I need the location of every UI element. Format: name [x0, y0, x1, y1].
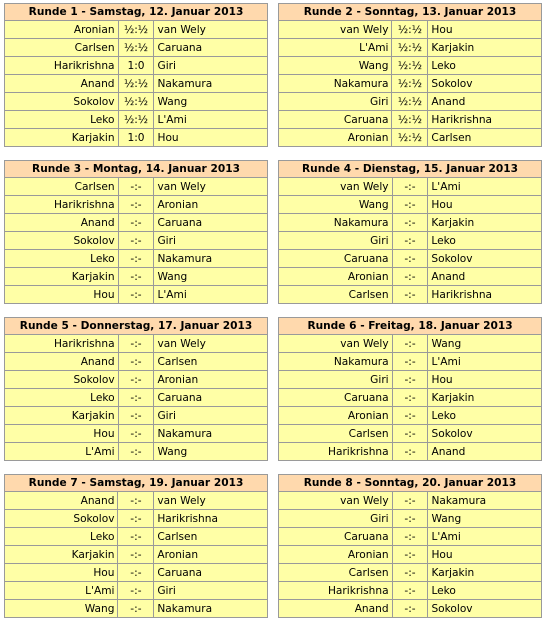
- white-player: Aronian: [279, 546, 393, 564]
- black-player: Giri: [154, 407, 268, 425]
- result: -:-: [118, 353, 154, 371]
- black-player: Hou: [154, 129, 268, 147]
- white-player: L'Ami: [5, 443, 119, 461]
- white-player: Hou: [5, 564, 118, 582]
- black-player: Karjakin: [428, 214, 542, 232]
- result: -:-: [392, 353, 428, 371]
- white-player: Wang: [279, 57, 392, 75]
- black-player: L'Ami: [154, 111, 268, 129]
- white-player: Carlsen: [279, 425, 393, 443]
- result: -:-: [392, 407, 428, 425]
- white-player: Aronian: [5, 21, 119, 39]
- black-player: Hou: [428, 196, 542, 214]
- black-player: van Wely: [154, 492, 268, 510]
- white-player: van Wely: [279, 21, 392, 39]
- black-player: Carlsen: [428, 129, 542, 147]
- black-player: Giri: [154, 582, 268, 600]
- result: ½:½: [392, 21, 428, 39]
- result: -:-: [118, 250, 154, 268]
- game-row: [279, 286, 542, 304]
- game-row: [279, 335, 542, 353]
- white-player: Harikrishna: [5, 196, 119, 214]
- game-row: [279, 57, 542, 75]
- black-player: L'Ami: [428, 528, 542, 546]
- game-row: [5, 492, 268, 510]
- black-player: Nakamura: [154, 250, 268, 268]
- result: -:-: [118, 196, 154, 214]
- white-player: Karjakin: [5, 129, 119, 147]
- round-table-6: [278, 317, 542, 461]
- white-player: van Wely: [279, 492, 393, 510]
- round-title: Runde 7 - Samstag, 19. Januar 2013: [5, 475, 268, 492]
- round-table-4: [278, 160, 542, 304]
- white-player: Leko: [5, 111, 119, 129]
- game-row: [5, 196, 268, 214]
- white-player: Karjakin: [5, 268, 119, 286]
- white-player: Leko: [5, 250, 119, 268]
- round-table-2: [278, 3, 542, 147]
- game-row: [279, 214, 542, 232]
- result: -:-: [118, 286, 154, 304]
- white-player: Karjakin: [5, 546, 118, 564]
- game-row: [5, 111, 268, 129]
- black-player: Harikrishna: [154, 510, 268, 528]
- black-player: van Wely: [154, 178, 268, 196]
- result: -:-: [392, 600, 428, 618]
- result: ½:½: [118, 75, 154, 93]
- game-row: [5, 178, 268, 196]
- white-player: Sokolov: [5, 510, 118, 528]
- game-row: [5, 528, 268, 546]
- black-player: Aronian: [154, 371, 268, 389]
- result: -:-: [392, 250, 428, 268]
- black-player: Leko: [428, 232, 542, 250]
- result: -:-: [392, 335, 428, 353]
- black-player: Carlsen: [154, 528, 268, 546]
- black-player: Karjakin: [428, 39, 542, 57]
- black-player: Anand: [428, 93, 542, 111]
- game-row: [279, 39, 542, 57]
- result: -:-: [392, 425, 428, 443]
- black-player: Wang: [428, 335, 542, 353]
- game-row: [5, 129, 268, 147]
- white-player: Anand: [279, 600, 393, 618]
- game-row: [5, 250, 268, 268]
- result: ½:½: [392, 75, 428, 93]
- result: -:-: [118, 371, 154, 389]
- game-row: [5, 335, 268, 353]
- white-player: Aronian: [279, 268, 393, 286]
- round-title: Runde 5 - Donnerstag, 17. Januar 2013: [5, 318, 268, 335]
- game-row: [279, 178, 542, 196]
- result: -:-: [118, 178, 154, 196]
- game-row: [5, 443, 268, 461]
- white-player: Sokolov: [5, 232, 119, 250]
- black-player: Leko: [428, 57, 542, 75]
- white-player: L'Ami: [279, 39, 392, 57]
- game-row: [279, 425, 542, 443]
- result: ½:½: [392, 93, 428, 111]
- black-player: Giri: [154, 232, 268, 250]
- game-row: [279, 129, 542, 147]
- black-player: Karjakin: [428, 389, 542, 407]
- round-table-5: [4, 317, 268, 461]
- game-row: [279, 250, 542, 268]
- white-player: Hou: [5, 286, 119, 304]
- game-row: [279, 232, 542, 250]
- result: 1:0: [118, 57, 154, 75]
- white-player: Hou: [5, 425, 119, 443]
- black-player: Sokolov: [428, 600, 542, 618]
- white-player: Leko: [5, 389, 119, 407]
- result: -:-: [118, 425, 154, 443]
- round-table-8: [278, 474, 542, 618]
- white-player: van Wely: [279, 178, 393, 196]
- result: -:-: [392, 389, 428, 407]
- white-player: Aronian: [279, 129, 392, 147]
- result: -:-: [118, 546, 154, 564]
- game-row: [5, 564, 268, 582]
- result: -:-: [118, 268, 154, 286]
- result: ½:½: [118, 111, 154, 129]
- black-player: Harikrishna: [428, 286, 542, 304]
- game-row: [279, 196, 542, 214]
- round-title: Runde 3 - Montag, 14. Januar 2013: [5, 161, 268, 178]
- black-player: Aronian: [154, 546, 268, 564]
- black-player: L'Ami: [154, 286, 268, 304]
- white-player: Anand: [5, 214, 119, 232]
- game-row: [5, 75, 268, 93]
- game-row: [279, 268, 542, 286]
- game-row: [279, 353, 542, 371]
- game-row: [279, 510, 542, 528]
- black-player: Wang: [154, 93, 268, 111]
- black-player: Leko: [428, 582, 542, 600]
- black-player: L'Ami: [428, 178, 542, 196]
- game-row: [5, 21, 268, 39]
- black-player: Hou: [428, 546, 542, 564]
- game-row: [279, 407, 542, 425]
- white-player: Giri: [279, 232, 393, 250]
- game-row: [5, 57, 268, 75]
- result: -:-: [392, 492, 428, 510]
- result: -:-: [392, 510, 428, 528]
- result: -:-: [392, 564, 428, 582]
- white-player: Anand: [5, 353, 119, 371]
- result: -:-: [392, 178, 428, 196]
- white-player: Wang: [279, 196, 393, 214]
- black-player: Anand: [428, 443, 542, 461]
- result: -:-: [118, 389, 154, 407]
- result: -:-: [392, 443, 428, 461]
- white-player: Giri: [279, 371, 393, 389]
- black-player: Caruana: [154, 214, 268, 232]
- white-player: Aronian: [279, 407, 393, 425]
- result: -:-: [118, 600, 154, 618]
- white-player: Carlsen: [5, 39, 119, 57]
- round-title: Runde 8 - Sonntag, 20. Januar 2013: [279, 475, 542, 492]
- black-player: van Wely: [154, 21, 268, 39]
- game-row: [279, 21, 542, 39]
- black-player: Wang: [154, 443, 268, 461]
- white-player: Giri: [279, 93, 392, 111]
- game-row: [279, 564, 542, 582]
- black-player: Giri: [154, 57, 268, 75]
- white-player: Sokolov: [5, 93, 119, 111]
- game-row: [279, 546, 542, 564]
- game-row: [5, 600, 268, 618]
- black-player: Caruana: [154, 564, 268, 582]
- result: -:-: [118, 214, 154, 232]
- black-player: Aronian: [154, 196, 268, 214]
- black-player: van Wely: [154, 335, 268, 353]
- white-player: Caruana: [279, 250, 393, 268]
- white-player: Harikrishna: [5, 335, 119, 353]
- result: -:-: [118, 528, 154, 546]
- black-player: Nakamura: [154, 600, 268, 618]
- black-player: L'Ami: [428, 353, 542, 371]
- black-player: Carlsen: [154, 353, 268, 371]
- white-player: Wang: [5, 600, 118, 618]
- black-player: Karjakin: [428, 564, 542, 582]
- white-player: Sokolov: [5, 371, 119, 389]
- game-row: [5, 93, 268, 111]
- result: ½:½: [118, 39, 154, 57]
- game-row: [279, 75, 542, 93]
- white-player: Caruana: [279, 389, 393, 407]
- result: -:-: [118, 232, 154, 250]
- white-player: van Wely: [279, 335, 393, 353]
- game-row: [279, 111, 542, 129]
- round-table-7: [4, 474, 268, 618]
- result: -:-: [392, 582, 428, 600]
- game-row: [5, 39, 268, 57]
- game-row: [5, 582, 268, 600]
- result: ½:½: [392, 39, 428, 57]
- game-row: [279, 93, 542, 111]
- game-row: [5, 268, 268, 286]
- game-row: [5, 214, 268, 232]
- round-title: Runde 2 - Sonntag, 13. Januar 2013: [279, 4, 542, 21]
- black-player: Anand: [428, 268, 542, 286]
- result: ½:½: [392, 129, 428, 147]
- black-player: Harikrishna: [428, 111, 542, 129]
- game-row: [279, 582, 542, 600]
- game-row: [5, 546, 268, 564]
- game-row: [5, 232, 268, 250]
- result: -:-: [118, 510, 154, 528]
- result: -:-: [118, 492, 154, 510]
- result: -:-: [392, 268, 428, 286]
- result: -:-: [392, 232, 428, 250]
- game-row: [279, 389, 542, 407]
- game-row: [279, 528, 542, 546]
- white-player: Carlsen: [279, 286, 393, 304]
- result: -:-: [392, 528, 428, 546]
- game-row: [5, 407, 268, 425]
- black-player: Leko: [428, 407, 542, 425]
- round-title: Runde 1 - Samstag, 12. Januar 2013: [5, 4, 268, 21]
- result: 1:0: [118, 129, 154, 147]
- black-player: Sokolov: [428, 425, 542, 443]
- white-player: Anand: [5, 75, 119, 93]
- white-player: Anand: [5, 492, 118, 510]
- white-player: Caruana: [279, 111, 392, 129]
- black-player: Nakamura: [154, 425, 268, 443]
- result: -:-: [118, 443, 154, 461]
- round-table-1: [4, 3, 268, 147]
- round-title: Runde 4 - Dienstag, 15. Januar 2013: [279, 161, 542, 178]
- game-row: [279, 492, 542, 510]
- result: -:-: [118, 335, 154, 353]
- game-row: [279, 371, 542, 389]
- white-player: Harikrishna: [279, 443, 393, 461]
- result: -:-: [392, 371, 428, 389]
- white-player: Giri: [279, 510, 393, 528]
- black-player: Hou: [428, 21, 542, 39]
- black-player: Sokolov: [428, 250, 542, 268]
- result: -:-: [118, 564, 154, 582]
- round-title: Runde 6 - Freitag, 18. Januar 2013: [279, 318, 542, 335]
- game-row: [5, 425, 268, 443]
- white-player: Harikrishna: [5, 57, 119, 75]
- black-player: Caruana: [154, 39, 268, 57]
- white-player: L'Ami: [5, 582, 118, 600]
- black-player: Wang: [428, 510, 542, 528]
- white-player: Harikrishna: [279, 582, 393, 600]
- game-row: [5, 510, 268, 528]
- white-player: Carlsen: [279, 564, 393, 582]
- result: -:-: [118, 582, 154, 600]
- black-player: Sokolov: [428, 75, 542, 93]
- black-player: Hou: [428, 371, 542, 389]
- result: ½:½: [118, 93, 154, 111]
- white-player: Karjakin: [5, 407, 119, 425]
- result: -:-: [118, 407, 154, 425]
- result: ½:½: [392, 57, 428, 75]
- game-row: [5, 371, 268, 389]
- result: -:-: [392, 214, 428, 232]
- black-player: Wang: [154, 268, 268, 286]
- result: -:-: [392, 196, 428, 214]
- black-player: Nakamura: [154, 75, 268, 93]
- white-player: Nakamura: [279, 75, 392, 93]
- black-player: Nakamura: [428, 492, 542, 510]
- result: ½:½: [392, 111, 428, 129]
- white-player: Leko: [5, 528, 118, 546]
- round-table-3: [4, 160, 268, 304]
- game-row: [279, 443, 542, 461]
- game-row: [5, 389, 268, 407]
- game-row: [279, 600, 542, 618]
- black-player: Caruana: [154, 389, 268, 407]
- result: -:-: [392, 546, 428, 564]
- game-row: [5, 353, 268, 371]
- result: -:-: [392, 286, 428, 304]
- white-player: Caruana: [279, 528, 393, 546]
- game-row: [5, 286, 268, 304]
- white-player: Carlsen: [5, 178, 119, 196]
- white-player: Nakamura: [279, 214, 393, 232]
- white-player: Nakamura: [279, 353, 393, 371]
- result: ½:½: [118, 21, 154, 39]
